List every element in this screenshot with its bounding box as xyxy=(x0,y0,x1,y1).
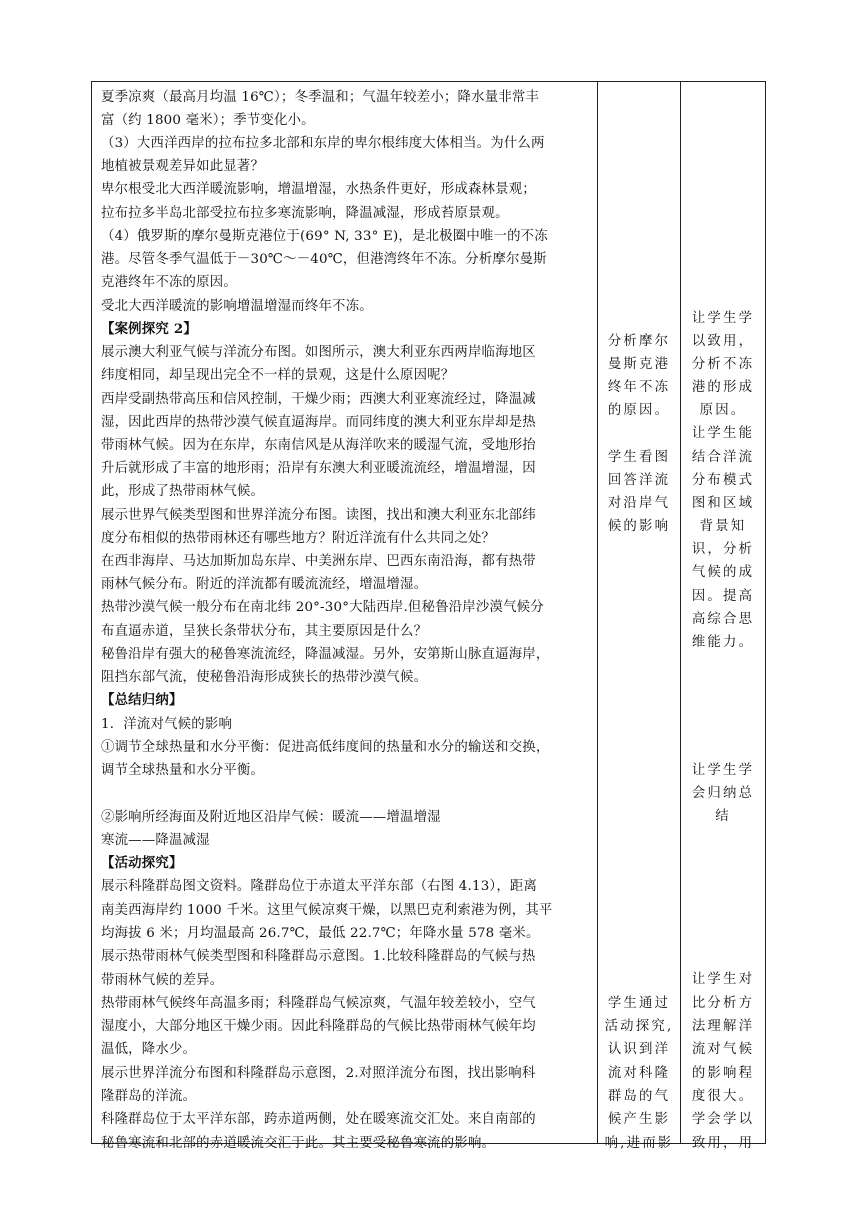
content-text-line: 阻挡东部气流，使秘鲁沿海形成狭长的热带沙漠气候。 xyxy=(101,670,428,685)
intent-text-line: 以致用， xyxy=(691,334,755,349)
content-text-line: 受北大西洋暖流的影响增温增湿而终年不冻。 xyxy=(101,299,373,314)
content-text-line: 升后就形成了丰富的地形雨；沿岸有东澳大利亚暖流流经，增温增湿，因 xyxy=(101,461,536,476)
intent-text-line: 的影响程 xyxy=(691,1066,755,1081)
intent-text-line: 维能力。 xyxy=(691,635,755,650)
content-text-line: 【总结归纳】 xyxy=(101,692,183,708)
intent-text-line: 图和区域 xyxy=(691,496,755,511)
activity-text-line: 认识到洋 xyxy=(607,1042,671,1057)
design-intent xyxy=(681,82,765,1151)
activity-text-line: 候的影响 xyxy=(607,519,671,534)
content-text-line: 富（约 1800 毫米）；季节变化小。 xyxy=(101,113,315,128)
content-text-line: 港。尽管冬季气温低于－30℃～－40℃，但港湾终年不冻。分析摩尔曼斯 xyxy=(101,252,547,267)
intent-text-line: 会归纳总 xyxy=(691,786,755,801)
content-text-line: 寒流——降温减湿 xyxy=(101,833,210,848)
intent-text-line: 背景知 xyxy=(699,519,747,534)
content-text-line: 夏季凉爽（最高月均温 16℃）；冬季温和；气温年较差小；降水量非常丰 xyxy=(101,90,540,105)
intent-text-line: 原因。 xyxy=(699,403,747,418)
student-activity-cell xyxy=(598,82,681,1151)
student-activity xyxy=(598,82,680,1151)
design-intent-cell xyxy=(681,82,766,1151)
activity-text-line: 分析摩尔 xyxy=(607,334,671,349)
content-text-line: 【案例探究 2】 xyxy=(101,321,197,337)
content-text-line: 隆群岛的洋流。 xyxy=(101,1089,197,1104)
content-text-line: 秘鲁沿岸有强大的秘鲁寒流流经，降温减湿。另外，安第斯山脉直逼海岸， xyxy=(101,647,550,662)
content-text-line: 在西非海岸、马达加斯加岛东岸、中美洲东岸、巴西东南沿海，都有热带 xyxy=(101,554,536,569)
content-text-line: 湿度小，大部分地区干燥少雨。因此科隆群岛的气候比热带雨林气候年均 xyxy=(101,1019,536,1034)
content-text-line: 西岸受副热带高压和信风控制，干燥少雨；西澳大利亚寒流经过，降温减 xyxy=(101,392,536,407)
activity-text-line: 终年不冻 xyxy=(607,380,671,395)
content-text-line: （4）俄罗斯的摩尔曼斯克港位于(69° N, 33° E)，是北极圈中唯一的不冻 xyxy=(101,229,548,244)
content-text-line: 带雨林气候。因为在东岸，东南信风是从海洋吹来的暖湿气流，受地形抬 xyxy=(101,438,536,453)
intent-text-line: 高综合思 xyxy=(691,612,755,627)
activity-text-line: 回答洋流 xyxy=(607,473,671,488)
content-text-line: 湿，因此西岸的热带沙漠气候直逼海岸。而同纬度的澳大利亚东岸却是热 xyxy=(101,415,536,430)
table-row xyxy=(92,82,766,1144)
activity-text-line: 学生看图 xyxy=(607,450,671,465)
intent-text-line: 度很大。 xyxy=(691,1089,755,1104)
intent-text-line: 结合洋流 xyxy=(691,450,755,465)
activity-text-line: 对沿岸气 xyxy=(607,496,671,511)
content-text-line: 地植被景观差异如此显著？ xyxy=(101,159,265,174)
activity-text-line: 流对科隆 xyxy=(607,1066,671,1081)
intent-text-line: 法理解洋 xyxy=(691,1019,755,1034)
intent-text-line: 致用，用 xyxy=(691,1136,755,1151)
intent-text-line: 让学生学 xyxy=(691,763,755,778)
content-text-line: 展示世界洋流分布图和科隆群岛示意图，2.对照洋流分布图，找出影响科 xyxy=(101,1066,536,1081)
content-text-line: （3）大西洋西岸的拉布拉多北部和东岸的卑尔根纬度大体相当。为什么两 xyxy=(101,136,545,151)
content-text-line: 卑尔根受北大西洋暖流影响，增温增湿，水热条件更好，形成森林景观； xyxy=(101,182,536,197)
activity-text-line: 群岛的气 xyxy=(607,1089,671,1104)
intent-text-line: 学会学以 xyxy=(691,1112,755,1127)
activity-text-line: 响,进而影 xyxy=(604,1136,674,1151)
content-text-line: 均海拔 6 米；月均温最高 26.7℃，最低 22.7℃；年降水量 578 毫米。 xyxy=(101,926,540,941)
content-text-line: 纬度相同，却呈现出完全不一样的景观，这是什么原因呢？ xyxy=(101,368,455,383)
content-text-line: 布直逼赤道，呈狭长条带状分布，其主要原因是什么？ xyxy=(101,624,428,639)
content-text-line: 雨林气候分布。附近的洋流都有暖流流经，增温增湿。 xyxy=(101,577,428,592)
intent-text-line: 分析不冻 xyxy=(691,357,755,372)
content-text-line: 调节全球热量和水分平衡。 xyxy=(101,763,265,778)
content-text-line: 展示热带雨林气候类型图和科隆群岛示意图。1.比较科隆群岛的气候与热 xyxy=(101,949,536,964)
content-text-line: 南美西海岸约 1000 千米。这里气候凉爽干燥，以黑巴克利索港为例，其平 xyxy=(101,903,553,918)
activity-text-line: 曼斯克港 xyxy=(607,357,671,372)
content-text-line: 展示世界气候类型图和世界洋流分布图。读图，找出和澳大利亚东北部纬 xyxy=(101,508,536,523)
intent-text-line: 识，分析 xyxy=(691,542,755,557)
content-text-line: 拉布拉多半岛北部受拉布拉多寒流影响，降温减湿，形成苔原景观。 xyxy=(101,206,509,221)
content-text-line: 展示澳大利亚气候与洋流分布图。如图所示，澳大利亚东西两岸临海地区 xyxy=(101,345,536,360)
content-text-line: 【活动探究】 xyxy=(101,855,183,871)
activity-text-line: 学生通过 xyxy=(607,996,671,1011)
intent-text-line: 结 xyxy=(715,809,731,824)
content-text-line: 此，形成了热带雨林气候。 xyxy=(101,484,265,499)
intent-text-line: 港的形成 xyxy=(691,380,755,395)
teaching-content xyxy=(92,82,597,1151)
content-text-line: 科隆群岛位于太平洋东部，跨赤道两侧，处在暖寒流交汇处。来自南部的 xyxy=(101,1112,536,1127)
content-text-line: ①调节全球热量和水分平衡：促进高低纬度间的热量和水分的输送和交换， xyxy=(101,740,550,755)
teaching-content-cell xyxy=(92,82,598,1151)
intent-text-line: 气候的成 xyxy=(691,565,755,580)
intent-text-line: 让学生学 xyxy=(691,311,755,326)
content-text-line: 1．洋流对气候的影响 xyxy=(101,717,233,732)
intent-text-line: 分布模式 xyxy=(691,473,755,488)
intent-text-line: 比分析方 xyxy=(691,996,755,1011)
content-text-line: ②影响所经海面及附近地区沿岸气候：暖流——增温增湿 xyxy=(101,810,441,825)
content-text-line: 秘鲁寒流和北部的赤道暖流交汇于此。其主要受秘鲁寒流的影响。 xyxy=(101,1136,496,1151)
activity-text-line: 的原因。 xyxy=(607,403,671,418)
content-text-line: 克港终年不冻的原因。 xyxy=(101,275,237,290)
content-text-line: 热带雨林气候终年高温多雨；科隆群岛气候凉爽，气温年较差较小，空气 xyxy=(101,996,536,1011)
activity-text-line: 活动探究, xyxy=(604,1019,674,1034)
intent-text-line: 让学生能 xyxy=(691,426,755,441)
content-text-line: 热带沙漠气候一般分布在南北纬 20°-30°大陆西岸.但秘鲁沿岸沙漠气候分 xyxy=(101,600,544,615)
intent-text-line: 因。提高 xyxy=(691,589,755,604)
activity-text-line: 候产生影 xyxy=(607,1112,671,1127)
content-text-line: 度分布相似的热带雨林还有哪些地方？附近洋流有什么共同之处？ xyxy=(101,531,496,546)
intent-text-line: 流对气候 xyxy=(691,1042,755,1057)
lesson-plan-table xyxy=(91,81,766,1151)
content-text-line: 温低，降水少。 xyxy=(101,1042,197,1057)
content-text-line: 展示科隆群岛图文资料。隆群岛位于赤道太平洋东部（右图 4.13），距离 xyxy=(101,879,538,894)
content-text-line: 带雨林气候的差异。 xyxy=(101,973,224,988)
intent-text-line: 让学生对 xyxy=(691,972,755,987)
